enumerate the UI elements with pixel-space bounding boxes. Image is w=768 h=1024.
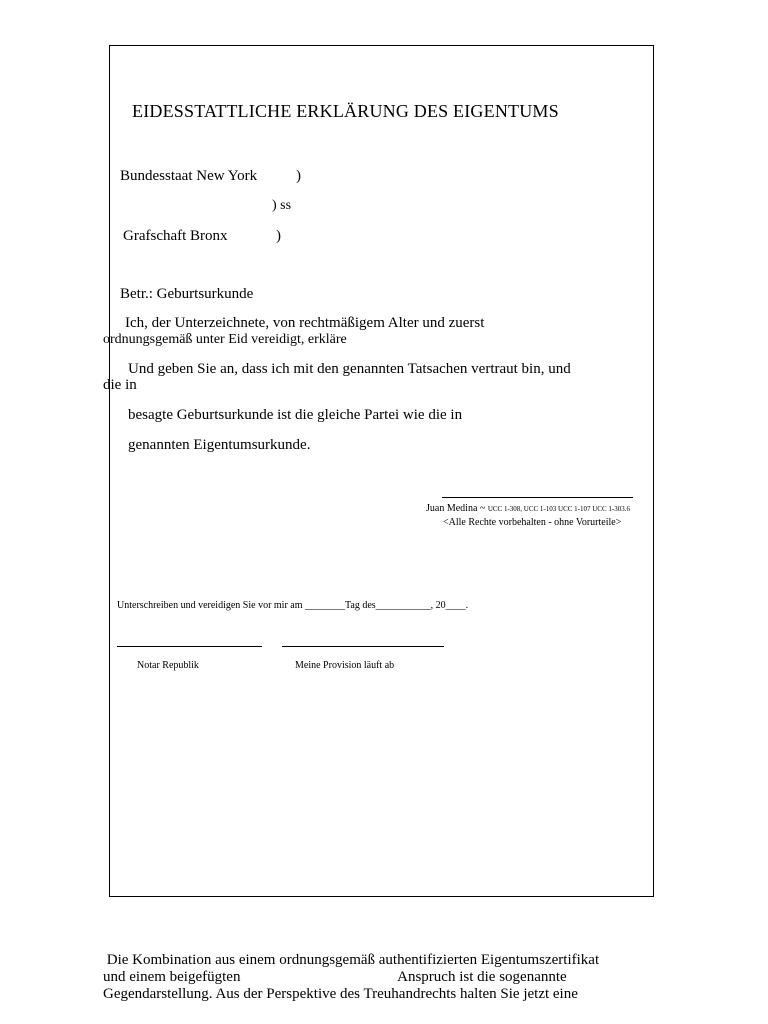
venue-state-paren: ): [296, 168, 301, 184]
footer-line-1: Die Kombination aus einem ordnungsgemäß authentifizierten Eigentumszertifikat: [103, 952, 600, 968]
signer-name-text: Juan Medina: [426, 503, 478, 514]
venue-county: Grafschaft Bronx: [123, 228, 228, 244]
body-p1-line1: Ich, der Unterzeichnete, von rechtmäßigem Alter und zuerst: [125, 315, 485, 331]
signer-name: [426, 503, 630, 514]
venue-ss: ) ss: [272, 198, 292, 213]
footer-paragraph: [103, 952, 663, 1003]
notary-label: Notar Republik: [137, 660, 199, 671]
ucc-references: UCC 1-308, UCC 1-103 UCC 1-107 UCC 1-303.6: [487, 505, 630, 513]
jurat-line: Unterschreiben und vereidigen Sie vor mir am ________Tag des___________, 20____.: [117, 600, 469, 611]
subject-line: Betr.: Geburtsurkunde: [120, 286, 254, 302]
body-p2-line2: die in: [103, 377, 137, 393]
venue-state: Bundesstaat New York: [120, 168, 258, 184]
document-title: EIDESSTATTLICHE ERKLÄRUNG DES EIGENTUMS: [132, 101, 559, 121]
signature-line: [442, 497, 633, 498]
rights-reservation: <Alle Rechte vorbehalten - ohne Vorurteile>: [443, 517, 622, 528]
body-p4: genannten Eigentumsurkunde.: [128, 437, 311, 453]
notary-signature-line: [117, 646, 262, 647]
venue-county-paren: ): [276, 228, 281, 244]
footer-line-3: Gegendarstellung. Aus der Perspektive des Treuhandrechts halten Sie jetzt eine: [103, 986, 578, 1002]
body-p1-line2: ordnungsgemäß unter Eid vereidigt, erkläre: [103, 332, 347, 347]
commission-label: Meine Provision läuft ab: [295, 660, 395, 671]
footer-line-2: und einem beigefügten Anspruch ist die sogenannte: [103, 969, 567, 985]
body-p3: besagte Geburtsurkunde ist die gleiche Partei wie die in: [128, 407, 463, 423]
body-p2-line1: Und geben Sie an, dass ich mit den genannten Tatsachen vertraut bin, und: [128, 361, 571, 377]
signer-separator: ~: [479, 503, 486, 514]
commission-expiry-line: [282, 646, 444, 647]
